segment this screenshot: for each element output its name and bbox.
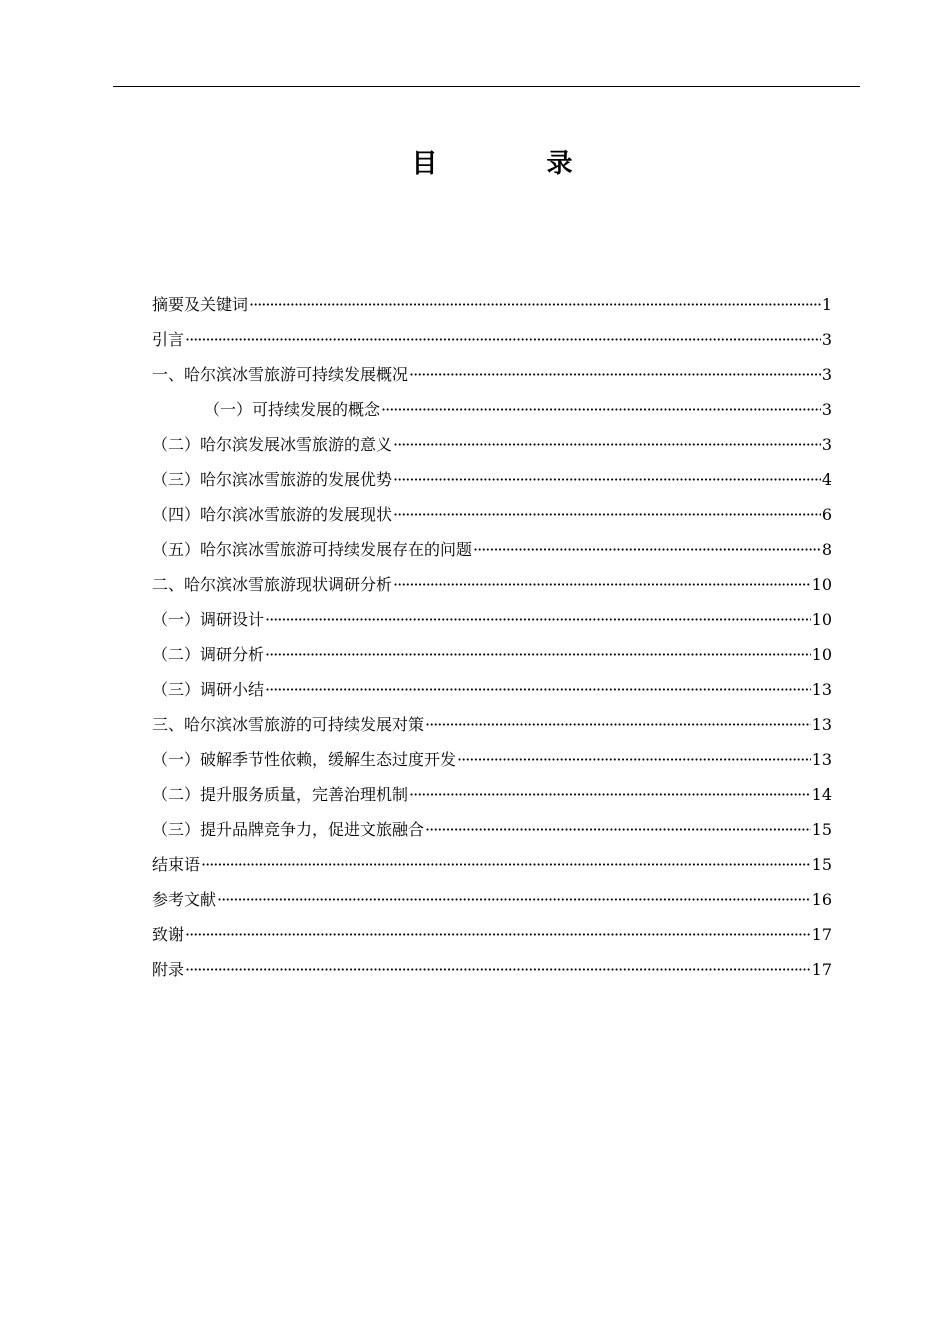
- toc-entry-page-number: 8: [821, 539, 832, 559]
- toc-entry-label: 摘要及关键词: [152, 294, 249, 314]
- toc-entry-page-number: 14: [811, 784, 832, 804]
- toc-entry-page-number: 15: [811, 854, 832, 874]
- toc-dot-leader: [265, 610, 811, 630]
- toc-entry-page-number: 17: [811, 924, 832, 944]
- toc-entry-page-number: 16: [811, 889, 832, 909]
- toc-dot-leader: [185, 925, 811, 945]
- toc-entry-label: （三）提升品牌竞争力，促进文旅融合: [152, 819, 425, 839]
- toc-entry[interactable]: [152, 707, 832, 742]
- toc-entry-label: （一）破解季节性依赖，缓解生态过度开发: [152, 749, 457, 769]
- toc-dot-leader: [185, 330, 821, 350]
- toc-dot-leader: [393, 505, 821, 525]
- toc-entry[interactable]: [152, 287, 832, 322]
- toc-entry-label: （二）提升服务质量，完善治理机制: [152, 784, 409, 804]
- toc-entry[interactable]: [152, 672, 832, 707]
- toc-entry-page-number: 13: [811, 679, 832, 699]
- toc-entry[interactable]: [152, 812, 832, 847]
- toc-entry[interactable]: [152, 567, 832, 602]
- toc-entry-page-number: 10: [811, 644, 832, 664]
- toc-dot-leader: [393, 470, 821, 490]
- toc-entry-page-number: 4: [821, 469, 832, 489]
- toc-entry-page-number: 6: [821, 504, 832, 524]
- toc-entry-label: （二）哈尔滨发展冰雪旅游的意义: [152, 434, 393, 454]
- toc-entry-page-number: 10: [811, 574, 832, 594]
- toc-entry-page-number: 3: [821, 434, 832, 454]
- table-of-contents: [152, 287, 832, 987]
- toc-entry-label: （三）哈尔滨冰雪旅游的发展优势: [152, 469, 393, 489]
- toc-dot-leader: [265, 645, 811, 665]
- toc-dot-leader: [409, 365, 821, 385]
- toc-entry[interactable]: [152, 322, 832, 357]
- toc-entry-label: 引言: [152, 329, 185, 349]
- toc-entry-label: （五）哈尔滨冰雪旅游可持续发展存在的问题: [152, 539, 473, 559]
- toc-entry-page-number: 17: [811, 959, 832, 979]
- toc-dot-leader: [393, 575, 811, 595]
- toc-entry[interactable]: [152, 602, 832, 637]
- toc-entry-label: （一）可持续发展的概念: [204, 399, 381, 419]
- toc-dot-leader: [425, 820, 811, 840]
- toc-entry-label: （四）哈尔滨冰雪旅游的发展现状: [152, 504, 393, 524]
- toc-entry[interactable]: [152, 917, 832, 952]
- toc-entry-label: 致谢: [152, 924, 185, 944]
- toc-entry-label: 三、哈尔滨冰雪旅游的可持续发展对策: [152, 714, 425, 734]
- toc-entry[interactable]: [152, 532, 832, 567]
- toc-entry-page-number: 13: [811, 749, 832, 769]
- toc-entry-label: 参考文献: [152, 889, 217, 909]
- toc-dot-leader: [217, 890, 811, 910]
- toc-entry-page-number: 1: [821, 294, 832, 314]
- toc-entry-page-number: 3: [821, 329, 832, 349]
- toc-dot-leader: [265, 680, 811, 700]
- toc-entry[interactable]: [152, 847, 832, 882]
- toc-entry-label: 附录: [152, 959, 185, 979]
- toc-entry[interactable]: [152, 637, 832, 672]
- toc-dot-leader: [381, 400, 821, 420]
- header-rule: [113, 86, 860, 87]
- toc-title: 目 录: [411, 149, 623, 179]
- toc-entry[interactable]: [152, 777, 832, 812]
- toc-dot-leader: [185, 960, 811, 980]
- toc-entry-label: 二、哈尔滨冰雪旅游现状调研分析: [152, 574, 393, 594]
- toc-dot-leader: [409, 785, 811, 805]
- toc-dot-leader: [249, 295, 821, 315]
- toc-dot-leader: [425, 715, 811, 735]
- toc-entry-label: 结束语: [152, 854, 201, 874]
- toc-entry-page-number: 3: [821, 364, 832, 384]
- toc-entry[interactable]: [152, 427, 832, 462]
- toc-dot-leader: [393, 435, 821, 455]
- toc-dot-leader: [457, 750, 811, 770]
- toc-entry-page-number: 13: [811, 714, 832, 734]
- toc-entry[interactable]: [152, 742, 832, 777]
- toc-entry-page-number: 3: [821, 399, 832, 419]
- toc-entry-page-number: 10: [811, 609, 832, 629]
- toc-dot-leader: [201, 855, 811, 875]
- toc-entry-label: （二）调研分析: [152, 644, 265, 664]
- toc-dot-leader: [473, 540, 821, 560]
- toc-entry[interactable]: [152, 392, 832, 427]
- toc-entry-label: （三）调研小结: [152, 679, 265, 699]
- toc-entry-page-number: 15: [811, 819, 832, 839]
- toc-entry-label: 一、哈尔滨冰雪旅游可持续发展概况: [152, 364, 409, 384]
- toc-entry[interactable]: [152, 357, 832, 392]
- toc-entry[interactable]: [152, 497, 832, 532]
- toc-entry[interactable]: [152, 882, 832, 917]
- toc-entry-label: （一）调研设计: [152, 609, 265, 629]
- toc-entry[interactable]: [152, 952, 832, 987]
- toc-entry[interactable]: [152, 462, 832, 497]
